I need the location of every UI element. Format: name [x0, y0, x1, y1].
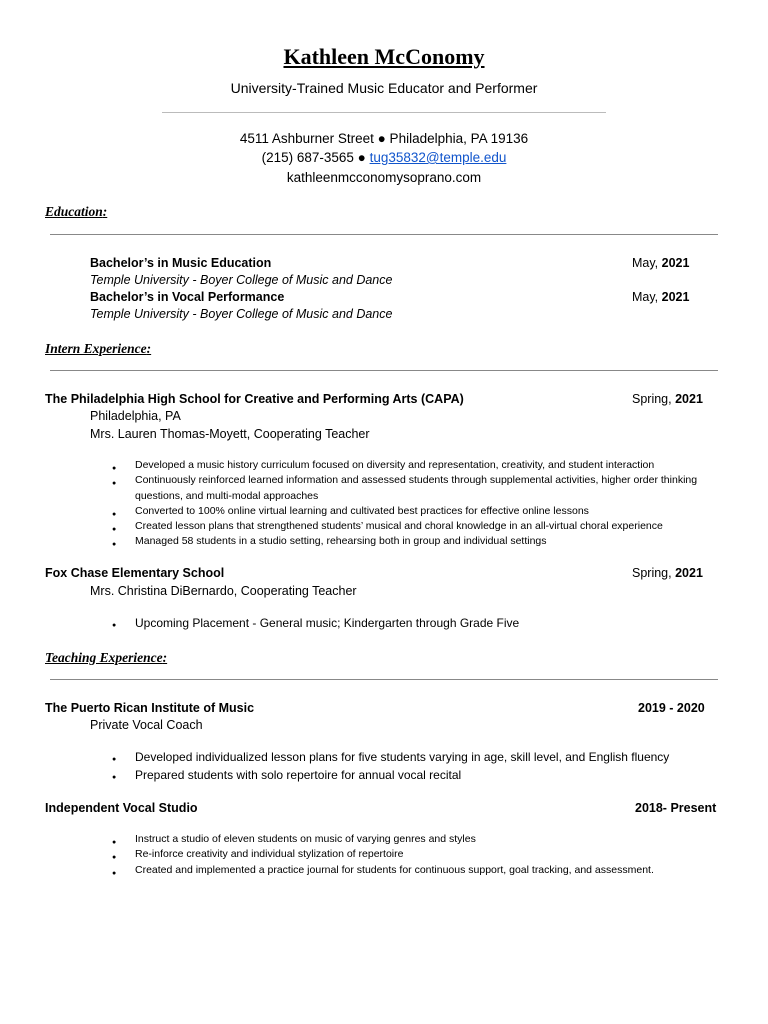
list-item: ● Upcoming Placement - General music; Kindergarten through Grade Five [112, 614, 519, 632]
degree-school: Temple University - Boyer College of Music and Dance [90, 273, 393, 287]
degree-date: May, 2021 [632, 256, 690, 270]
org-name: Fox Chase Elementary School [45, 566, 225, 580]
list-item: ● Developed individualized lesson plans for five students varying in age, skill level, and English fluency [112, 748, 669, 766]
list-item: ● Converted to 100% online virtual learning and cultivated best practices for effective online lessons [112, 504, 712, 519]
list-item: ● Instruct a studio of eleven students on music of varying genres and styles [112, 832, 654, 847]
degree-date: May, 2021 [632, 290, 690, 304]
section-heading-intern: Intern Experience: [45, 341, 152, 356]
org-name: Independent Vocal Studio [45, 801, 198, 815]
cooperating-teacher: Mrs. Christina DiBernardo, Cooperating Teacher [90, 584, 357, 598]
bullet-list [112, 614, 519, 632]
section-heading-education: Education: [45, 204, 108, 219]
section-divider [50, 679, 718, 680]
bullet-list [112, 832, 654, 878]
org-name: The Puerto Rican Institute of Music [45, 701, 255, 715]
section-divider [50, 234, 718, 235]
list-item: ● Continuously reinforced learned information and assessed students through supplemental activities, higher order thinking questions, and multi-modal approaches [112, 473, 712, 504]
list-item: ● Created and implemented a practice journal for students for continuous support, goal tracking, and assessment. [112, 863, 654, 878]
job-date: Spring, 2021 [632, 566, 703, 580]
job-date: 2019 - 2020 [638, 701, 705, 715]
list-item: ● Re-inforce creativity and individual stylization of repertoire [112, 847, 654, 862]
degree-title: Bachelor’s in Music Education [90, 256, 272, 270]
email-link[interactable]: tug35832@temple.edu [369, 150, 507, 165]
job-date: 2018- Present [635, 801, 717, 815]
degree-title: Bachelor’s in Vocal Performance [90, 290, 285, 304]
cooperating-teacher: Mrs. Lauren Thomas-Moyett, Cooperating Teacher [90, 427, 370, 441]
degree-school: Temple University - Boyer College of Music and Dance [90, 307, 393, 321]
list-item: ● Created lesson plans that strengthened students’ musical and choral knowledge in an all-virtual choral experience [112, 519, 712, 534]
list-item: ● Managed 58 students in a studio setting, rehearsing both in group and individual settings [112, 534, 712, 549]
job-location: Philadelphia, PA [90, 409, 181, 423]
bullet-list [112, 748, 669, 784]
address: 4511 Ashburner Street ● Philadelphia, PA 19136 [239, 131, 529, 146]
list-item: ● Developed a music history curriculum focused on diversity and representation, creativity, and student interaction [112, 458, 712, 473]
org-name: The Philadelphia High School for Creative and Performing Arts (CAPA) [45, 392, 464, 406]
resume-name: Kathleen McConomy [283, 44, 485, 69]
phone-email-line [0, 150, 768, 165]
resume-subtitle: University-Trained Music Educator and Performer [230, 80, 538, 96]
bullet-list [112, 458, 712, 550]
job-role: Private Vocal Coach [90, 718, 203, 732]
website: kathleenmcconomysoprano.com [286, 170, 482, 185]
section-heading-teaching: Teaching Experience: [45, 650, 168, 665]
header-divider [162, 112, 606, 113]
phone: (215) 687-3565 ● [261, 150, 370, 165]
job-date: Spring, 2021 [632, 392, 703, 406]
list-item: ● Prepared students with solo repertoire for annual vocal recital [112, 766, 669, 784]
section-divider [50, 370, 718, 371]
